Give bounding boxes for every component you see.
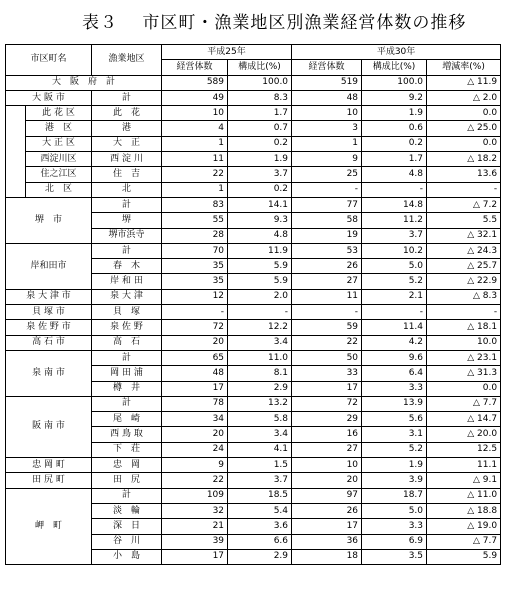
- count-2013: 1: [162, 182, 228, 197]
- header-ratio-2: 構成比(%): [362, 60, 427, 75]
- change-rate: △ 23.1: [427, 350, 501, 365]
- count-2013: 22: [162, 167, 228, 182]
- ratio-2018: 3.1: [362, 427, 427, 442]
- count-2018: 29: [292, 412, 362, 427]
- table-row: [6, 152, 501, 167]
- district-name: 大 正: [92, 136, 162, 151]
- ward-name: 住之江区: [26, 167, 92, 182]
- district-name: 春 木: [92, 259, 162, 274]
- count-2013: 83: [162, 197, 228, 212]
- district-name: 忠 岡: [92, 458, 162, 473]
- change-rate: △ 22.9: [427, 274, 501, 289]
- change-rate: △ 25.0: [427, 121, 501, 136]
- ratio-2013: 12.2: [228, 320, 292, 335]
- table-row: [6, 335, 501, 350]
- ratio-2018: 5.6: [362, 412, 427, 427]
- district-name: 高 石: [92, 335, 162, 350]
- count-2018: 1: [292, 136, 362, 151]
- ratio-2018: 3.5: [362, 549, 427, 564]
- ratio-2018: 6.9: [362, 534, 427, 549]
- ratio-2018: 1.9: [362, 458, 427, 473]
- change-rate: △ 7.2: [427, 197, 501, 212]
- table-row: [6, 167, 501, 182]
- ratio-2018: 11.4: [362, 320, 427, 335]
- change-rate: △ 14.7: [427, 412, 501, 427]
- count-2018: 19: [292, 228, 362, 243]
- count-2018: 26: [292, 259, 362, 274]
- district-name: 計: [92, 350, 162, 365]
- table-row: [6, 75, 501, 90]
- count-2018: 3: [292, 121, 362, 136]
- district-name: 貝 塚: [92, 305, 162, 320]
- count-2018: 72: [292, 396, 362, 411]
- count-2013: 109: [162, 488, 228, 503]
- ratio-2013: 1.5: [228, 458, 292, 473]
- ratio-2013: 3.6: [228, 519, 292, 534]
- table-row: [6, 136, 501, 151]
- table-row: [6, 243, 501, 258]
- district-name: 北: [92, 182, 162, 197]
- count-2018: -: [292, 305, 362, 320]
- ratio-2018: 100.0: [362, 75, 427, 90]
- change-rate: 12.5: [427, 442, 501, 457]
- district-name: 岸 和 田: [92, 274, 162, 289]
- indent-cell: [6, 106, 26, 121]
- ratio-2018: 3.3: [362, 519, 427, 534]
- header-count-2: 経営体数: [292, 60, 362, 75]
- city-name: 岸和田市: [6, 243, 92, 289]
- ratio-2013: 3.7: [228, 167, 292, 182]
- district-name: 堺: [92, 213, 162, 228]
- change-rate: 0.0: [427, 106, 501, 121]
- ratio-2013: 3.4: [228, 427, 292, 442]
- table-row: [6, 106, 501, 121]
- ratio-2018: 5.0: [362, 503, 427, 518]
- table-row: [6, 90, 501, 105]
- header-district: 漁業地区: [92, 45, 162, 76]
- city-name: 田 尻 町: [6, 473, 92, 488]
- count-2013: 24: [162, 442, 228, 457]
- ratio-2013: 9.3: [228, 213, 292, 228]
- ratio-2013: 18.5: [228, 488, 292, 503]
- count-2018: 97: [292, 488, 362, 503]
- count-2013: 39: [162, 534, 228, 549]
- city-name: 泉 大 津 市: [6, 289, 92, 304]
- ratio-2018: 3.3: [362, 381, 427, 396]
- ratio-2013: 1.9: [228, 152, 292, 167]
- change-rate: 0.0: [427, 381, 501, 396]
- ratio-2013: 11.0: [228, 350, 292, 365]
- count-2018: 59: [292, 320, 362, 335]
- indent-cell: [6, 167, 26, 182]
- ratio-2013: 11.9: [228, 243, 292, 258]
- count-2013: 20: [162, 335, 228, 350]
- change-rate: 10.0: [427, 335, 501, 350]
- ratio-2013: 5.9: [228, 274, 292, 289]
- ratio-2018: 5.2: [362, 442, 427, 457]
- ratio-2013: 3.7: [228, 473, 292, 488]
- ratio-2013: 8.3: [228, 90, 292, 105]
- count-2013: 34: [162, 412, 228, 427]
- city-name: 泉 南 市: [6, 350, 92, 396]
- ward-name: 此 花 区: [26, 106, 92, 121]
- ratio-2013: 0.7: [228, 121, 292, 136]
- count-2018: 50: [292, 350, 362, 365]
- district-name: 西 鳥 取: [92, 427, 162, 442]
- indent-cell: [6, 121, 26, 136]
- ratio-2018: 0.2: [362, 136, 427, 151]
- city-name: 阪 南 市: [6, 396, 92, 457]
- count-2013: 32: [162, 503, 228, 518]
- district-name: 岡 田 浦: [92, 366, 162, 381]
- count-2018: 58: [292, 213, 362, 228]
- count-2013: 9: [162, 458, 228, 473]
- count-2013: 17: [162, 381, 228, 396]
- change-rate: △ 31.3: [427, 366, 501, 381]
- count-2013: -: [162, 305, 228, 320]
- count-2013: 48: [162, 366, 228, 381]
- header-year1: 平成25年: [162, 45, 292, 60]
- header-change: 増減率(%): [427, 60, 501, 75]
- ratio-2013: 4.8: [228, 228, 292, 243]
- header-year2: 平成30年: [292, 45, 501, 60]
- change-rate: 11.1: [427, 458, 501, 473]
- count-2018: 18: [292, 549, 362, 564]
- change-rate: △ 25.7: [427, 259, 501, 274]
- count-2018: 53: [292, 243, 362, 258]
- ratio-2018: 3.9: [362, 473, 427, 488]
- ratio-2013: 3.4: [228, 335, 292, 350]
- indent-cell: [6, 136, 26, 151]
- ratio-2018: 1.9: [362, 106, 427, 121]
- table-row: [6, 305, 501, 320]
- count-2018: 9: [292, 152, 362, 167]
- ratio-2013: 2.9: [228, 381, 292, 396]
- change-rate: △ 11.9: [427, 75, 501, 90]
- count-2018: 26: [292, 503, 362, 518]
- ratio-2018: 6.4: [362, 366, 427, 381]
- table-row: [6, 350, 501, 365]
- district-name: 計: [92, 197, 162, 212]
- count-2018: -: [292, 182, 362, 197]
- change-rate: △ 7.7: [427, 396, 501, 411]
- district-name: 泉 佐 野: [92, 320, 162, 335]
- change-rate: 0.0: [427, 136, 501, 151]
- count-2018: 25: [292, 167, 362, 182]
- page-title: 表３ 市区町・漁業地区別漁業経営体数の推移: [82, 13, 467, 33]
- district-name: 樽 井: [92, 381, 162, 396]
- ratio-2018: 3.7: [362, 228, 427, 243]
- district-name: 計: [92, 243, 162, 258]
- city-name: 泉 佐 野 市: [6, 320, 92, 335]
- count-2018: 22: [292, 335, 362, 350]
- change-rate: 13.6: [427, 167, 501, 182]
- header-ratio-1: 構成比(%): [228, 60, 292, 75]
- ward-name: 大 正 区: [26, 136, 92, 151]
- count-2013: 4: [162, 121, 228, 136]
- change-rate: △ 2.0: [427, 90, 501, 105]
- indent-cell: [6, 152, 26, 167]
- change-rate: △ 18.2: [427, 152, 501, 167]
- city-name: 大 阪 市: [6, 90, 92, 105]
- count-2018: 27: [292, 274, 362, 289]
- district-name: 計: [92, 396, 162, 411]
- change-rate: △ 20.0: [427, 427, 501, 442]
- count-2013: 35: [162, 274, 228, 289]
- ratio-2013: 13.2: [228, 396, 292, 411]
- count-2018: 16: [292, 427, 362, 442]
- count-2013: 49: [162, 90, 228, 105]
- district-name: 港: [92, 121, 162, 136]
- change-rate: 5.9: [427, 549, 501, 564]
- ratio-2013: 100.0: [228, 75, 292, 90]
- district-name: 計: [92, 488, 162, 503]
- count-2018: 33: [292, 366, 362, 381]
- count-2018: 48: [292, 90, 362, 105]
- table-row: [6, 182, 501, 197]
- district-name: 田 尻: [92, 473, 162, 488]
- district-name: 住 吉: [92, 167, 162, 182]
- table-row: [6, 488, 501, 503]
- ratio-2018: -: [362, 182, 427, 197]
- ratio-2013: -: [228, 305, 292, 320]
- count-2013: 589: [162, 75, 228, 90]
- district-name: 小 島: [92, 549, 162, 564]
- table-row: [6, 473, 501, 488]
- change-rate: 5.5: [427, 213, 501, 228]
- ratio-2018: 13.9: [362, 396, 427, 411]
- ratio-2018: 4.8: [362, 167, 427, 182]
- ratio-2013: 0.2: [228, 136, 292, 151]
- change-rate: △ 32.1: [427, 228, 501, 243]
- ratio-2013: 14.1: [228, 197, 292, 212]
- district-name: 泉 大 津: [92, 289, 162, 304]
- change-rate: -: [427, 182, 501, 197]
- ratio-2018: 14.8: [362, 197, 427, 212]
- header-count-1: 経営体数: [162, 60, 228, 75]
- count-2018: 36: [292, 534, 362, 549]
- count-2018: 20: [292, 473, 362, 488]
- count-2018: 10: [292, 106, 362, 121]
- ratio-2018: 5.0: [362, 259, 427, 274]
- district-name: 此 花: [92, 106, 162, 121]
- ratio-2013: 5.9: [228, 259, 292, 274]
- count-2018: 10: [292, 458, 362, 473]
- count-2013: 22: [162, 473, 228, 488]
- table-row: [6, 121, 501, 136]
- ratio-2013: 2.9: [228, 549, 292, 564]
- ratio-2018: 9.2: [362, 90, 427, 105]
- count-2013: 11: [162, 152, 228, 167]
- ward-name: 北 区: [26, 182, 92, 197]
- count-2013: 1: [162, 136, 228, 151]
- count-2013: 20: [162, 427, 228, 442]
- count-2018: 27: [292, 442, 362, 457]
- city-name: 堺 市: [6, 197, 92, 243]
- count-2013: 10: [162, 106, 228, 121]
- change-rate: -: [427, 305, 501, 320]
- count-2013: 55: [162, 213, 228, 228]
- ratio-2018: 5.2: [362, 274, 427, 289]
- count-2013: 35: [162, 259, 228, 274]
- change-rate: △ 19.0: [427, 519, 501, 534]
- city-name: 忠 岡 町: [6, 458, 92, 473]
- table-row: [6, 458, 501, 473]
- change-rate: △ 8.3: [427, 289, 501, 304]
- district-name: 西 淀 川: [92, 152, 162, 167]
- table-row: [6, 396, 501, 411]
- ward-name: 港 区: [26, 121, 92, 136]
- ratio-2013: 0.2: [228, 182, 292, 197]
- district-name: 堺市浜寺: [92, 228, 162, 243]
- ratio-2018: 9.6: [362, 350, 427, 365]
- count-2018: 519: [292, 75, 362, 90]
- city-name: 岬 町: [6, 488, 92, 564]
- ratio-2013: 4.1: [228, 442, 292, 457]
- change-rate: △ 11.0: [427, 488, 501, 503]
- district-name: 谷 川: [92, 534, 162, 549]
- ratio-2018: 18.7: [362, 488, 427, 503]
- indent-cell: [6, 182, 26, 197]
- ratio-2018: 0.6: [362, 121, 427, 136]
- table-row: [6, 320, 501, 335]
- change-rate: △ 9.1: [427, 473, 501, 488]
- ratio-2018: 11.2: [362, 213, 427, 228]
- change-rate: △ 7.7: [427, 534, 501, 549]
- count-2013: 78: [162, 396, 228, 411]
- ratio-2013: 2.0: [228, 289, 292, 304]
- ratio-2018: 2.1: [362, 289, 427, 304]
- count-2018: 77: [292, 197, 362, 212]
- ratio-2018: -: [362, 305, 427, 320]
- district-name: 深 日: [92, 519, 162, 534]
- ratio-2013: 8.1: [228, 366, 292, 381]
- count-2018: 17: [292, 519, 362, 534]
- city-name: 貝 塚 市: [6, 305, 92, 320]
- count-2013: 65: [162, 350, 228, 365]
- ratio-2013: 5.8: [228, 412, 292, 427]
- ratio-2018: 10.2: [362, 243, 427, 258]
- change-rate: △ 18.8: [427, 503, 501, 518]
- count-2013: 17: [162, 549, 228, 564]
- fishery-table: [5, 44, 501, 565]
- ratio-2013: 6.6: [228, 534, 292, 549]
- ward-name: 西淀川区: [26, 152, 92, 167]
- district-name: 尾 崎: [92, 412, 162, 427]
- ratio-2018: 1.7: [362, 152, 427, 167]
- count-2018: 11: [292, 289, 362, 304]
- district-name: 計: [92, 90, 162, 105]
- count-2013: 28: [162, 228, 228, 243]
- prefecture-total-label: 大 阪 府 計: [6, 75, 162, 90]
- count-2013: 12: [162, 289, 228, 304]
- ratio-2013: 5.4: [228, 503, 292, 518]
- header-city: 市区町名: [6, 45, 92, 76]
- count-2013: 21: [162, 519, 228, 534]
- table-row: [6, 197, 501, 212]
- change-rate: △ 24.3: [427, 243, 501, 258]
- ratio-2018: 4.2: [362, 335, 427, 350]
- count-2013: 70: [162, 243, 228, 258]
- change-rate: △ 18.1: [427, 320, 501, 335]
- district-name: 下 荘: [92, 442, 162, 457]
- city-name: 高 石 市: [6, 335, 92, 350]
- table-row: [6, 289, 501, 304]
- count-2013: 72: [162, 320, 228, 335]
- count-2018: 17: [292, 381, 362, 396]
- ratio-2013: 1.7: [228, 106, 292, 121]
- district-name: 淡 輪: [92, 503, 162, 518]
